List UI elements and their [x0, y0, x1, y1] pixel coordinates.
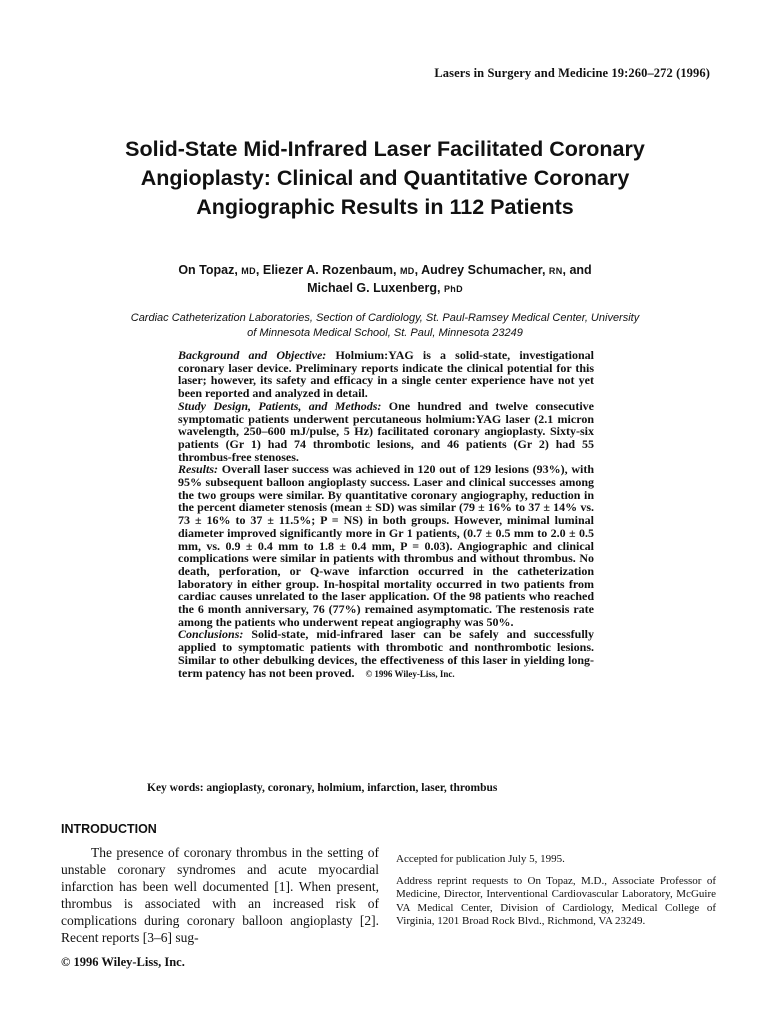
author-separator: , and: [562, 263, 592, 277]
author-degree: RN: [548, 266, 563, 276]
author-name: On Topaz,: [178, 263, 238, 277]
page-copyright: © 1996 Wiley-Liss, Inc.: [61, 955, 185, 969]
author-name: Michael G. Luxenberg,: [307, 281, 441, 295]
author-separator: ,: [255, 263, 260, 277]
paper-title: Solid-State Mid-Infrared Laser Facilitated Coronary Angioplasty: Clinical and Quantitative Coronary Angiographic Results in 112 Patients: [125, 137, 645, 219]
abstract: [178, 349, 594, 680]
abstract-text: Holmium:YAG is a solid-state, investigational coronary laser device. Preliminary reports indicate the clinical potential for this laser; however, its safety and efficacy in a single center experience have not yet been reported and analyzed in detail.: [178, 348, 594, 401]
author-name: Audrey Schumacher,: [421, 263, 546, 277]
abstract-results: [178, 463, 594, 628]
key-words: Key words: angioplasty, coronary, holmium, infarction, laser, thrombus: [147, 782, 498, 794]
abstract-text: One hundred and twelve consecutive symptomatic patients underwent percutaneous holmium:YAG laser (2.1 micron wavelength, 250–600 mJ/pulse, 5 Hz) facilitated coronary angioplasty. Sixty-six patients (Gr 1) had 74 thrombotic lesions, and 46 patients (Gr 2) had 55 thrombus-free stenoses.: [178, 398, 594, 464]
abstract-copyright: © 1996 Wiley-Liss, Inc.: [365, 668, 455, 679]
journal-citation: Lasers in Surgery and Medicine 19:260–272 (1996): [434, 66, 710, 80]
introduction-paragraph: The presence of coronary thrombus in the setting of unstable coronary syndromes and acute myocardial infarction has been well documented [1]. When present, thrombus is associated with an increased risk of complications during coronary balloon angioplasty [2]. Recent reports [3–6] sug-: [61, 845, 379, 945]
abstract-text: Overall laser success was achieved in 120 out of 129 lesions (93%), with 95% subsequent balloon angioplasty success. Laser and clinical successes among the two groups were similar. By quantitative coronary angiography, reduction in the percent diameter stenosis (mean ± SD) was similar (79 ± 16% to 37 ± 14% vs. 73 ± 16% to 37 ± 11.5%; P = NS) in both groups. However, minimal luminal diameter improved significantly more in Gr 1 patients, (0.7 ± 0.5 mm to 2.0 ± 0.5 mm, vs. 0.9 ± 0.4 mm to 1.8 ± 0.4 mm, P = 0.03). Angiographic and clinical complications were similar in patients with thrombus and without thrombus. No death, perforation, or Q-wave infarction occurred in the catheterization laboratory in either group. In-hospital mortality occurred in two patients from cardiac causes unrelated to the laser application. Of the 98 patients who reached the 6 month anniversary, 76 (77%) remained asymptomatic. The restenosis rate among the patients who underwent repeat angiography was 50%.: [178, 462, 594, 629]
abstract-label: Conclusions:: [178, 627, 244, 642]
author-name: Eliezer A. Rozenbaum,: [262, 263, 397, 277]
section-heading-introduction: INTRODUCTION: [61, 822, 157, 836]
author-degree: PhD: [443, 284, 463, 294]
accepted-note: Accepted for publication July 5, 1995.: [396, 853, 565, 865]
abstract-design: [178, 400, 594, 464]
author-list: [100, 262, 670, 298]
abstract-label: Study Design, Patients, and Methods:: [178, 398, 382, 413]
footnotes: [396, 853, 716, 937]
abstract-conclusions: [178, 628, 594, 680]
author-degree: MD: [399, 266, 415, 276]
reprint-note: Address reprint requests to On Topaz, M.D., Associate Professor of Medicine, Director, Interventional Cardiovascular Laboratory, McGuire VA Medical Center, Division of Cardiology, Medical College of Virginia, 1201 Broad Rock Blvd., Richmond, VA 23249.: [396, 874, 716, 927]
author-affiliation: Cardiac Catheterization Laboratories, Section of Cardiology, St. Paul-Ramsey Medical Center, University of Minnesota Medical School, St. Paul, Minnesota 23249: [130, 312, 640, 339]
abstract-text: Solid-state, mid-infrared laser can be safely and successfully applied to symptomatic patients with thrombotic and nonthrombotic lesions. Similar to other debulking devices, the effectiveness of this laser in yielding long-term patency has not been proved.: [178, 627, 594, 680]
abstract-background: [178, 349, 594, 400]
abstract-label: Results:: [178, 462, 219, 477]
author-separator: ,: [414, 263, 419, 277]
abstract-label: Background and Objective:: [178, 348, 327, 362]
author-degree: MD: [241, 266, 256, 276]
